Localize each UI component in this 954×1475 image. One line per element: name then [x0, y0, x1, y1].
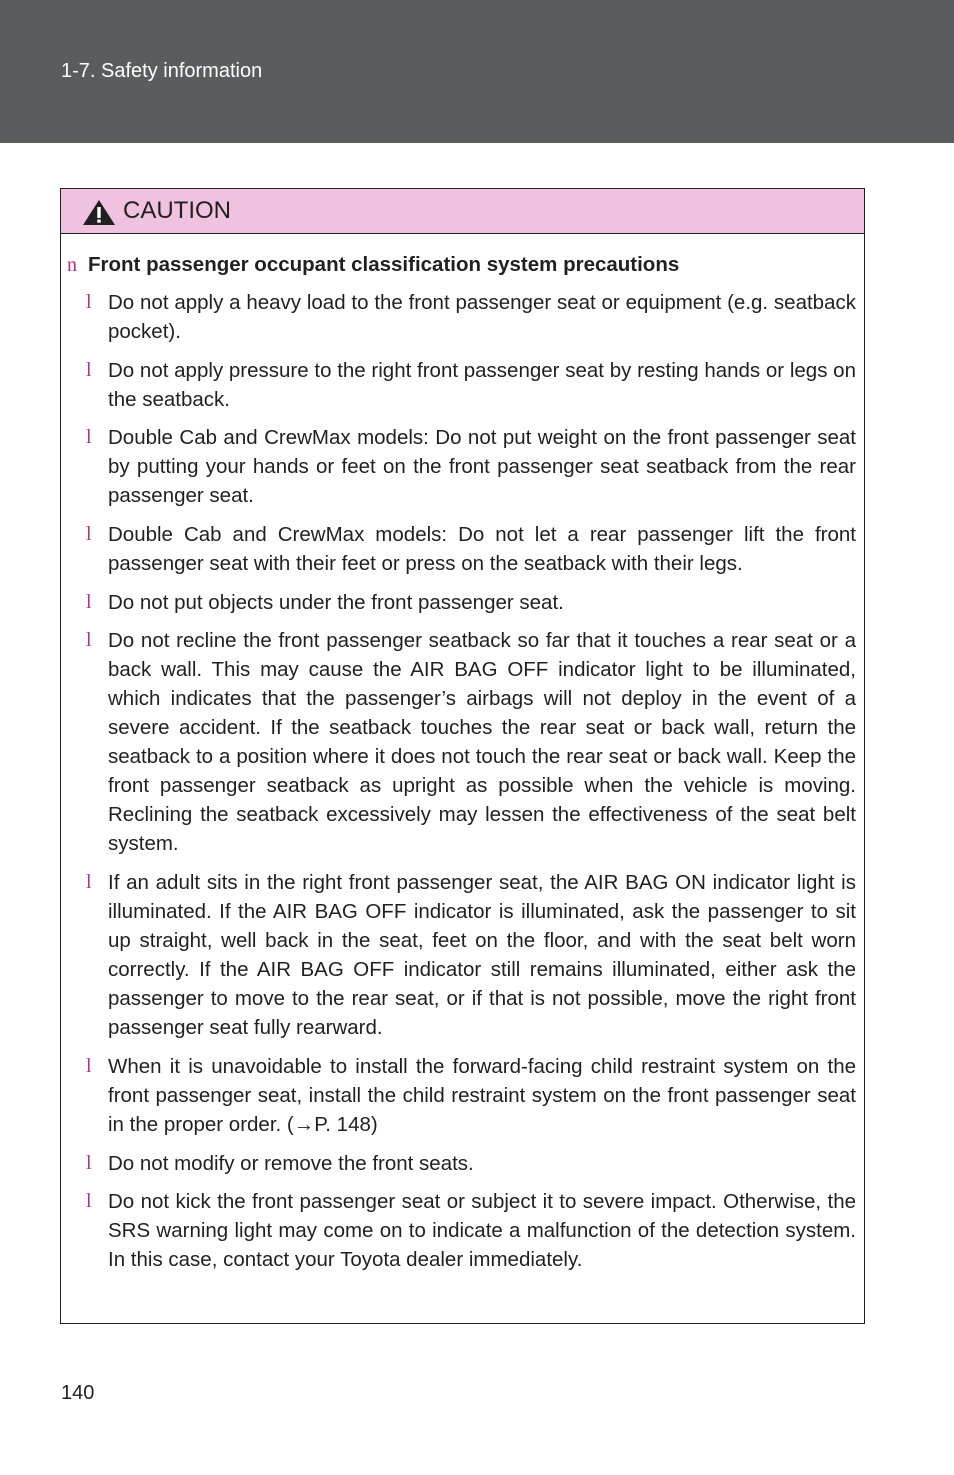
caution-list-item	[61, 868, 864, 1042]
bullet-marker: l	[86, 1190, 92, 1213]
caution-label: CAUTION	[123, 197, 231, 224]
caution-list-item	[61, 588, 864, 617]
caution-list-item	[61, 288, 864, 346]
subheading-marker: n	[67, 254, 77, 276]
caution-header	[61, 189, 864, 234]
bullet-marker: l	[86, 1151, 92, 1174]
list-item-text: If an adult sits in the right front passenger seat, the AIR BAG ON indicator light is illuminated. If the AIR BAG OFF indicator is illuminated, ask the passenger to sit up straight, well back in the seat, feet on the floor, and with the seat belt worn correctly. If the AIR BAG OFF indicator still remains illuminated, either ask the passenger to move to the rear seat, or if that is not possible, move the right front passenger seat fully rearward.	[108, 871, 856, 1040]
caution-list-item	[61, 423, 864, 510]
caution-list-item	[61, 520, 864, 578]
caution-subheading	[67, 253, 857, 277]
caution-list-item	[61, 1052, 864, 1139]
header-band	[0, 0, 954, 143]
bullet-marker: l	[86, 358, 92, 381]
list-item-text: Double Cab and CrewMax models: Do not put weight on the front passenger seat by putting your hands or feet on the front passenger seat seatback from the rear passenger seat.	[108, 426, 856, 508]
bullet-marker: l	[86, 291, 92, 313]
bullet-marker: l	[86, 523, 92, 546]
list-item-text: Do not modify or remove the front seats.	[108, 1151, 474, 1175]
page-number: 140	[61, 1382, 95, 1404]
subheading-text: Front passenger occupant classification system precautions	[88, 253, 680, 276]
bullet-marker: l	[86, 590, 92, 613]
caution-list-item	[61, 356, 864, 414]
list-item-text: Do not put objects under the front passenger seat.	[108, 590, 564, 614]
list-item-text: Do not apply pressure to the right front passenger seat by resting hands or legs on the seatback.	[108, 358, 856, 411]
list-item-text: Do not apply a heavy load to the front passenger seat or equipment (e.g. seatback pocket).	[108, 291, 856, 343]
caution-list-item	[61, 1149, 864, 1178]
list-item-text: Do not recline the front passenger seatback so far that it touches a rear seat or a back wall. This may cause the AIR BAG OFF indicator light to be illuminated, which indicates that the passenger’s airbags will not deploy in the event of a severe accident. If the seatback touches the rear seat or back wall, return the seatback to a position where it does not touch the rear seat or back wall. Keep the front passenger seatback as upright as possible when the vehicle is moving. Reclining the seatback excessively may lessen the effectiveness of the seat belt system.	[108, 629, 856, 856]
list-item-text: Double Cab and CrewMax models: Do not let a rear passenger lift the front passenger seat with their feet or press on the seatback with their legs.	[108, 523, 856, 576]
caution-bullet-list	[61, 288, 864, 1284]
list-item-text: When it is unavoidable to install the forward-facing child restraint system on the front passenger seat, install the child restraint system on the front passenger seat in the proper order. (→P. 148)	[108, 1054, 856, 1136]
bullet-marker: l	[86, 1054, 92, 1077]
caution-list-item	[61, 1187, 864, 1274]
section-title: 1-7. Safety information	[61, 60, 263, 82]
caution-box	[60, 188, 865, 1324]
bullet-marker: l	[86, 629, 92, 652]
list-item-text: Do not kick the front passenger seat or subject it to severe impact. Otherwise, the SRS warning light may come on to indicate a malfunction of the detection system. In this case, contact your Toyota dealer immediately.	[108, 1190, 856, 1272]
bullet-marker: l	[86, 871, 92, 894]
caution-list-item	[61, 626, 864, 858]
warning-triangle-icon	[82, 199, 116, 226]
bullet-marker: l	[86, 426, 92, 449]
